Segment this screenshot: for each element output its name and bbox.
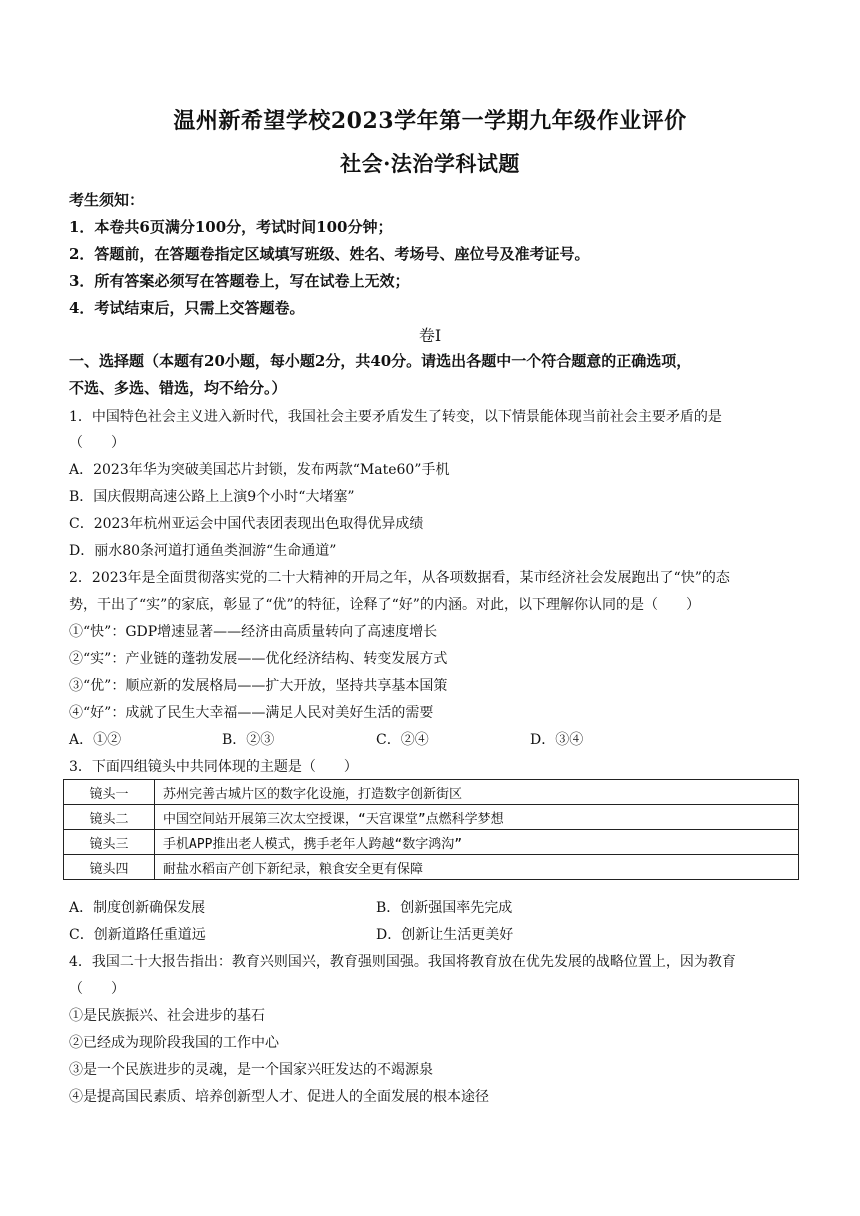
shot-label: 镜头三 (64, 830, 155, 855)
q1-option-b: B．国庆假期高速公路上上演9个小时“大堵塞” (69, 489, 355, 505)
q4-stem-paren: （ ） (69, 981, 125, 997)
shot-label: 镜头一 (64, 780, 155, 805)
q1-option-d: D．丽水80条河道打通鱼类洄游“生命通道” (69, 543, 337, 559)
notice-item: 2．答题前，在答题卷指定区域填写班级、姓名、考场号、座位号及准考证号。 (69, 245, 590, 263)
q2-item-3: ③“优”：顺应新的发展格局——扩大开放，坚持共享基本国策 (69, 678, 448, 694)
shot-text: 苏州完善古城片区的数字化设施，打造数字创新街区 (155, 780, 799, 805)
q1-option-a: A．2023年华为突破美国芯片封锁，发布两款“Mate60”手机 (69, 462, 450, 478)
shot-text: 耐盐水稻亩产创下新纪录，粮食安全更有保障 (155, 855, 799, 880)
q2-stem: 2．2023年是全面贯彻落实党的二十大精神的开局之年，从各项数据看，某市经济社会发展跑出了“快”的态 (69, 570, 730, 586)
q2-item-1: ①“快”：GDP增速显著——经济由高质量转向了高速度增长 (69, 624, 438, 640)
q3-stem: 3．下面四组镜头中共同体现的主题是（ ） (69, 759, 358, 775)
q1-option-c: C．2023年杭州亚运会中国代表团表现出色取得优异成绩 (69, 516, 424, 532)
q4-item-4: ④是提高国民素质、培养创新型人才、促进人的全面发展的根本途径 (69, 1089, 489, 1105)
q4-item-2: ②已经成为现阶段我国的工作中心 (69, 1035, 279, 1051)
notice-item: 3．所有答案必须写在答题卷上，写在试卷上无效； (69, 272, 410, 290)
section-instruction-cont: 不选、多选、错选，均不给分。） (69, 379, 287, 397)
table-row (64, 805, 799, 830)
shot-label: 镜头二 (64, 805, 155, 830)
q2-stem-cont: 势，干出了“实”的家底，彰显了“优”的特征，诠释了“好”的内涵。对此，以下理解你认同的是（ ） (69, 597, 700, 613)
notice-item: 1．本卷共6页满分100分，考试时间100分钟； (69, 218, 393, 236)
q3-option-b: B．创新强国率先完成 (376, 900, 513, 916)
notice-item: 4．考试结束后，只需上交答题卷。 (69, 299, 305, 317)
exam-subtitle: 社会·法治学科试题 (340, 151, 520, 176)
q2-option-c: C．②④ (376, 732, 429, 748)
table-row (64, 780, 799, 805)
q3-option-c: C．创新道路任重道远 (69, 927, 206, 943)
volume-label: 卷Ⅰ (418, 326, 442, 345)
table-row (64, 830, 799, 855)
q2-item-2: ②“实”：产业链的蓬勃发展——优化经济结构、转变发展方式 (69, 651, 448, 667)
q2-item-4: ④“好”：成就了民生大幸福——满足人民对美好生活的需要 (69, 705, 434, 721)
table-row (64, 855, 799, 880)
exam-title: 温州新希望学校2023学年第一学期九年级作业评价 (173, 108, 687, 134)
q4-stem: 4．我国二十大报告指出：教育兴则国兴，教育强则国强。我国将教育放在优先发展的战略位置上，因为教育 (69, 954, 736, 970)
q2-option-a: A．①② (69, 732, 122, 748)
shot-text: 中国空间站开展第三次太空授课，“天宫课堂”点燃科学梦想 (155, 805, 799, 830)
shot-text: 手机APP推出老人模式，携手老年人跨越“数字鸿沟” (155, 830, 799, 855)
notice-heading: 考生须知： (69, 191, 145, 209)
q1-stem-paren: （ ） (69, 435, 125, 451)
q3-shots-table (63, 779, 799, 880)
q4-item-1: ①是民族振兴、社会进步的基石 (69, 1008, 265, 1024)
q3-option-a: A．制度创新确保发展 (69, 900, 206, 916)
q1-stem: 1．中国特色社会主义进入新时代，我国社会主要矛盾发生了转变，以下情景能体现当前社会主要矛盾的是 (69, 409, 722, 425)
shot-label: 镜头四 (64, 855, 155, 880)
q3-option-d: D．创新让生活更美好 (376, 927, 514, 943)
q2-option-d: D．③④ (530, 732, 584, 748)
section-instruction: 一、选择题（本题有20小题，每小题2分，共40分。请选出各题中一个符合题意的正确选项， (69, 352, 692, 370)
q4-item-3: ③是一个民族进步的灵魂，是一个国家兴旺发达的不竭源泉 (69, 1062, 433, 1078)
q2-option-b: B．②③ (222, 732, 275, 748)
